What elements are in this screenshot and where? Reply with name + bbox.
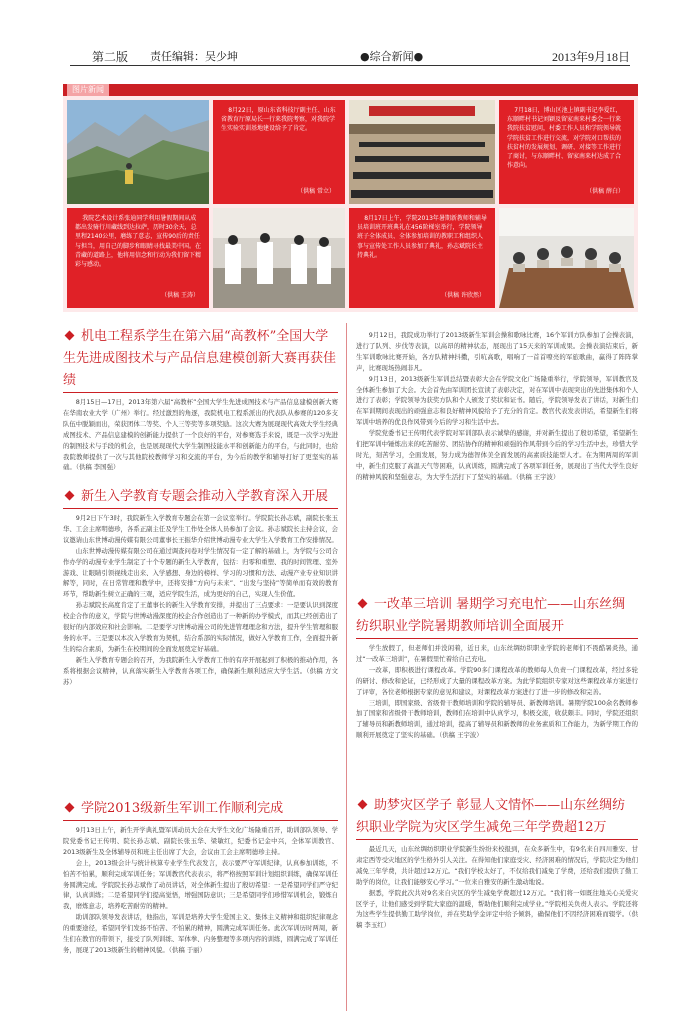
article-paragraph: 山东世博动漫传媒有限公司在通过调查问卷对学生情况有一定了解的基础上，为学院与公司合作办学的动漫专业学生制定了十个专题的新生入学教育，包括：归零和重塑、我的时间管理、室外游戏、让眼睛引领视线走出来、入学感想、身边的榜样、学习的习惯和方法、动漫产业专业知识讲解等，同时，在日常管理和教学中，还将安排“方向与未来”、“出发与坚持”等简单而有效的教育环节，帮助新生树立正确的三观，适应学院生活，成为更好的自己，实现人生价值。 bbox=[63, 546, 338, 599]
caption-box-4 bbox=[349, 208, 495, 308]
photo-lab-visit bbox=[213, 208, 345, 308]
headline-rule bbox=[356, 638, 638, 639]
caption-byline: （供稿 薛白） bbox=[586, 187, 624, 195]
article-headline: 一改革三培训 暑期学习充电忙——山东丝绸纺织职业学院暑期教师培训全面展开 bbox=[356, 597, 626, 634]
page-number: 第二版 bbox=[92, 50, 129, 64]
article-paragraph: 据悉，学院此次共对9名来自灾区的学生减免学费超过12万元。“我们将一如既往地关心关爱灾区学子，让他们感受到学院大家庭的温暖，帮助他们顺利完成学业。”学院相关负责人表示。学院还将为这些学生提供勤工助学岗位，并在奖助学金评定中给予倾斜，确保他们不因经济困难而辍学。（供稿 李玉红） bbox=[356, 888, 638, 930]
picture-news-area bbox=[63, 96, 638, 312]
picture-news-bar bbox=[63, 84, 638, 96]
article-paragraph: 9月13日，2013级新生军训总结暨表彰大会在学院文化广场隆重举行，学院领导，军训教官及全体新生参加了大会。大会首先由军训团长宣读了表彰决定，对在军训中表现突出的先进集体和个人进行了表彰；学院领导为获奖方队和个人颁发了奖状和证书。随后，学院领导发表了讲话，对新生们在军训期间表现出的顽强意志和良好精神风貌给予了充分的肯定。教官代表发表讲话，希望新生们将军训中培养的优良作风带到今后的学习和生活中去。 bbox=[356, 374, 638, 427]
headline-rule bbox=[63, 392, 338, 393]
photo-mountain-cyclist bbox=[67, 100, 209, 204]
article-paragraph: 8月15日—17日，2013年第六届“高教杯”全国大学生先进成图技术与产品信息建模创新大赛在华南农业大学（广州）举行。经过激烈的角逐，我院机电工程系派出的代表队从参赛的120多支队伍中脱颖而出，荣获团体二等奖、个人三等奖等多项奖励。这次大赛为展现现代高效大学生经典成图技术、产品信息建模的创新能力提供了一个良好的平台，对参赛选手来说，既是一次学习先进的制图技术与手段的机会，也是展现现代大学生制图技能水平和创新能力的平台，与此同时，也给我院教师提供了一次与其他院校教师学习和交流的平台，为今后的教学和辅导打好了更坚实的基础。（供稿 李国强） bbox=[63, 398, 338, 472]
article-headline: 新生入学教育专题会推动入学教育深入开展 bbox=[63, 486, 338, 508]
article-body bbox=[63, 513, 338, 688]
article-orientation bbox=[63, 486, 338, 688]
article-military-training bbox=[63, 798, 338, 956]
caption-byline: （供稿 王涛） bbox=[161, 291, 199, 299]
article-paragraph: 一改革，即积极进行课程改革。学院90多门课程改革的教师每人负责一门课程改革，经过多轮的研讨、修改和论证，已经形成了大量的课程改革方案。为此学院组织专家对这些课程改革方案进行了评审，各位老师根据专家的意见和建议，对课程改革方案进行了进一步的修改和完善。 bbox=[356, 665, 638, 696]
article-paragraph: 新生入学教育专题会的召开，为我院新生入学教育工作的有序开展起到了积极的推动作用，各系将根据会议精神，认真落实新生入学教育各项工作，确保新生顺利适应大学生活。（供稿 方文苏） bbox=[63, 655, 338, 686]
headline-rule bbox=[356, 839, 638, 840]
diamond-icon bbox=[358, 599, 368, 609]
diamond-icon bbox=[65, 803, 75, 813]
article-paragraph: 9月13日上午，新生开学典礼暨军训动员大会在大学生文化广场隆重召开，助训部队领导、学院党委书记王传明、院长孙志斌、副院长张玉华、梁敏红，纪委书记金中兴，全体军训教官、2013级新生及全体辅导员和班主任出席了大会，会议由工会主席明德珍主持。 bbox=[63, 826, 338, 856]
caption-box-2 bbox=[499, 100, 634, 204]
section-name: ●综合新闻● bbox=[360, 50, 424, 63]
article-disaster-relief bbox=[356, 795, 638, 931]
article-paragraph: 三培训，即国家级、省级骨干教师培训和学院的辅导员、新教师培训。暑期学院100余名教师参加了国家和省级骨干教师培训，教师们在培训中认真学习，积极交流，收获颇丰。同时，学院还组织了辅导员和新教师培训，通过培训，提高了辅导员和新教师的业务素质和工作能力，为新学期工作的顺利开展奠定了坚实的基础。（供稿 王宇波） bbox=[356, 698, 638, 740]
article-headline: 机电工程系学生在第六届“高教杯”全国大学生先进成图技术与产品信息建模创新大赛再获佳绩 bbox=[63, 329, 337, 388]
issue-date: 2013年9月18日 bbox=[551, 50, 630, 64]
article-headline: 助梦灾区学子 彰显人文情怀——山东丝绸纺织职业学院为灾区学生减免三年学费超12万 bbox=[356, 798, 626, 835]
article-paragraph: 学生放假了，但老师们并没闲着，近日来，山东丝绸纺织职业学院的老师们不畏酷暑炎热，通过“一改革三培训”，在暑假里忙着给自己充电。 bbox=[356, 644, 638, 663]
article-body bbox=[356, 643, 638, 741]
photo-lecture-hall bbox=[349, 100, 495, 204]
headline-rule bbox=[63, 820, 338, 821]
article-body bbox=[356, 330, 638, 483]
article-paragraph: 最近几天，山东丝绸纺织职业学院新生纷纷来校报到，在众多新生中，有9名来自四川雅安、甘肃定西等受灾地区的学生格外引人关注。在得知他们家庭受灾、经济困难的情况后，学院决定为他们减免三年学费，共计超过12万元。“我们学校太好了，不仅给我们减免了学费，还给我们提供了勤工助学的岗位，让我们能够安心学习。”一位来自雅安的新生激动地说。 bbox=[356, 845, 638, 886]
article-paragraph: 孙志斌院长高度肯定了王董事长的新生入学教育安排，并提出了三点要求：一是要认识到深度校企合作的意义，学院与世博动漫深度的校企合作创造出了一种新的办学模式，而其已经创造出了很好的内部效应和社会影响。二是要学习世博动漫公司的先进管理理念和方法，提升学生管理和服务的水平。三是要以本次入学教育为契机，结合系部的实际情况，做好入学教育工作，全面提升新生的综合素质，为新生在校期间的全面发展奠定好基础。 bbox=[63, 601, 338, 653]
diamond-icon bbox=[65, 491, 75, 501]
article-body bbox=[63, 825, 338, 956]
editor-credit: 责任编辑：吴少坤 bbox=[150, 50, 238, 63]
caption-box-3 bbox=[67, 208, 209, 308]
article-paragraph: 9月2日下午3时，我院新生入学教育专题会在第一会议室举行。学院院长孙志斌，副院长张玉华、工会主席明德珍，各系正副主任及学生工作处全体人员参加了会议。孙志斌院长主持会议，会议邀请山东世博动漫传媒有限公司董事长王振华介绍世博动漫专业大学生入学教育工作安排情况。 bbox=[63, 514, 338, 544]
caption-text: 我院艺术设计系张迪同学利用暑假期间从成都出发骑行川藏线到达拉萨，历时30余天，总里程2140公里，磨练了意志，宣传90后的责任与担当，用自己的脚步和眼睛寻找最美中国。在青藏的道路上，他将用信念和行动为我们留下精彩与感动。 bbox=[75, 215, 202, 269]
headline-rule bbox=[63, 508, 338, 509]
caption-byline: （供稿 常立） bbox=[297, 187, 335, 195]
masthead bbox=[70, 44, 630, 66]
article-paragraph: 学院党委书记王传明代表学院对军训部队表示诚挚的感谢，并对新生提出了殷切希望，希望新生们把军训中锤炼出来的吃苦耐劳、团结协作的精神和顽强的作风带到今后的学习生活中去，珍惜大学时光，刻苦学习，全面发展，努力成为德智体美全面发展的高素质技能型人才。在为期两周的军训中，新生们克服了高温天气等困难，认真训练，圆满完成了各项军训任务，展现出了当代大学生良好的精神风貌和坚强意志，为大学生活打下了坚实的基础。（供稿 王宇波） bbox=[356, 429, 638, 481]
article-training-review bbox=[356, 330, 638, 483]
article-body bbox=[63, 397, 338, 473]
diamond-icon bbox=[65, 331, 75, 341]
picture-news-tab: 图片新闻 bbox=[67, 84, 109, 96]
caption-box-1 bbox=[213, 100, 345, 204]
caption-text: 8月22日，原山东省科技厅副主任、山东省教育厅原局长一行来我院考察，对我院学生实验实训基地建设给予了肯定。 bbox=[221, 107, 336, 133]
caption-text: 8月17日上午，学院2013年暑期新教师和辅导员培训班开班典礼在456阶梯室举行，学院领导班子全体成员、全体参加培训的教职工和组织人事与宣传处工作人员参加了典礼，孙志斌院长主持典礼。 bbox=[357, 215, 487, 259]
article-paragraph: 助训部队领导发表讲话，他指出，军训是培养大学生爱国主义、集体主义精神和组织纪律观念的重要途径，希望同学们发扬不怕苦、不怕累的精神，圆满完成军训任务。此次军训历时两周，新生们在教官的带领下，接受了队列训练、军体拳、内务整理等多项内容的训练，圆满完成了军训任务，展现了2013级新生的精神风貌。（供稿 于丽） bbox=[63, 913, 338, 954]
caption-text: 7月18日，博山区池上镇副书记李爱红，东顺畔村书记刘颖及留家南来村委会一行来我院扶贫慰问，村委工作人员和学院领导就学院扶贫工作进行交流，对学院对口帮扶的扶贫村的发展规划、调研、对接等工作进行了商讨，与东顺畔村、留家南来村达成了合作意向。 bbox=[507, 107, 622, 170]
article-body bbox=[356, 844, 638, 931]
masthead-rule bbox=[70, 65, 630, 66]
article-headline: 学院2013级新生军训工作顺利完成 bbox=[63, 798, 338, 820]
article-teacher-training bbox=[356, 594, 638, 741]
photo-meeting-room bbox=[499, 208, 634, 308]
article-contest bbox=[63, 326, 338, 473]
column-divider bbox=[346, 323, 347, 1011]
article-paragraph: 会上，2013级会计与统计核算专业学生代表发言，表示要严守军训纪律，认真参加训练，不怕苦不怕累，顺利完成军训任务；军训教官代表表示，将严格按照军训计划组织训练，确保军训任务圆满完成。学院院长孙志斌作了动员讲话，对全体新生提出了殷切希望：一是希望同学们严守纪律，认真训练；二是希望同学们提高觉悟，增强国防意识；三是希望同学们珍惜军训机会，锻炼自我，磨炼意志，培养吃苦耐劳的精神。 bbox=[63, 858, 338, 911]
article-paragraph: 9月12日，我院成功举行了2013级新生军训会操和歌咏比赛，16个军训方队参加了会操表演，进行了队列、步伐等表演，以高昂的精神状态，展现出了15天来的军训成果。会操表演结束后，新生军训歌咏比赛开始，各方队精神抖擞，引吭高歌，唱响了一首首嘹亮的军旅歌曲，赢得了阵阵掌声，比赛现场热闹非凡。 bbox=[356, 331, 638, 372]
diamond-icon bbox=[358, 800, 368, 810]
caption-byline: （供稿 许欣然） bbox=[441, 291, 485, 299]
